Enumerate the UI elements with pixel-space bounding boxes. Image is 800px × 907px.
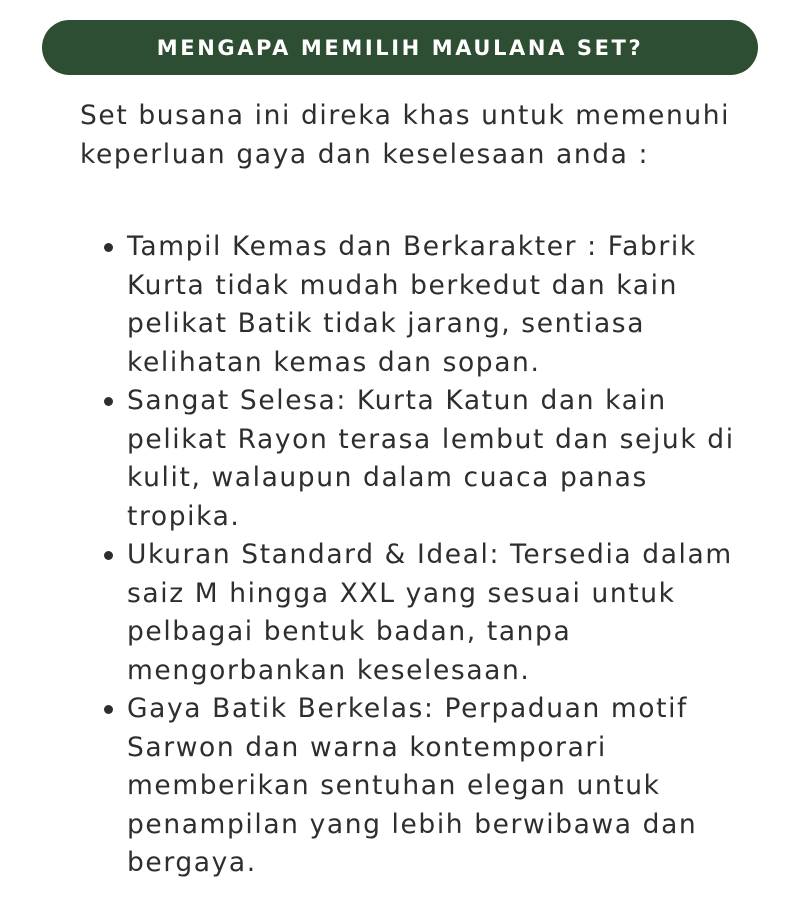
banner-title: MENGAPA MEMILIH MAULANA SET? (156, 35, 644, 60)
feature-item-gaya-batik (0, 690, 742, 883)
feature-item-ukuran (0, 536, 742, 690)
feature-text: Sangat Selesa: Kurta Katun dan kain pelikat Rayon terasa lembut dan sejuk di kulit, walaupun dalam cuaca panas tropika. (127, 385, 735, 532)
feature-item-selesa (0, 382, 742, 536)
intro-paragraph: Set busana ini direka khas untuk memenuhi keperluan gaya dan keselesaan anda : (80, 100, 731, 170)
bullet-dot-icon (104, 551, 113, 560)
bullet-dot-icon (104, 397, 113, 406)
bullet-dot-icon (104, 243, 113, 252)
feature-item-kemas (0, 228, 742, 382)
feature-text: Gaya Batik Berkelas: Perpaduan motif Sarwon dan warna kontemporari memberikan sentuhan elegan untuk penampilan yang lebih berwibawa dan bergaya. (127, 693, 698, 878)
feature-list (0, 228, 800, 883)
section-banner (42, 20, 758, 75)
feature-text: Ukuran Standard & Ideal: Tersedia dalam saiz M hingga XXL yang sesuai untuk pelbagai bentuk badan, tanpa mengorbankan keselesaan. (127, 539, 733, 686)
feature-text: Tampil Kemas dan Berkarakter : Fabrik Kurta tidak mudah berkedut dan kain pelikat Batik tidak jarang, sentiasa kelihatan kemas dan sopan. (127, 231, 697, 378)
bullet-dot-icon (104, 705, 113, 714)
